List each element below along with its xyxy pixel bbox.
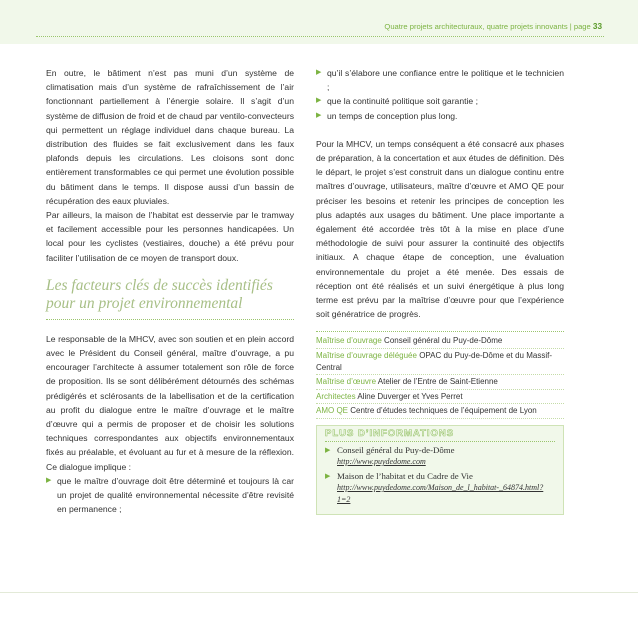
info-item-name: Conseil général du Puy-de-Dôme [337, 445, 455, 456]
credit-role: Maîtrise d’ouvrage [316, 336, 382, 346]
paragraph-tramway: Par ailleurs, la maison de l’habitat est desservie par le tramway et facilement accessible pour les personnes handicapées. Un local pour les cyclistes (vestiaires, douche) a été prévu pour faciliter l’utilisation de ce moyen de transport doux. [46, 210, 294, 263]
list-item [316, 109, 564, 123]
bullet-arrow-icon: ▶ [325, 472, 331, 481]
left-bullet-list [46, 474, 294, 517]
credit-row [316, 376, 564, 390]
running-title: Quatre projets architecturaux, quatre projets innovants [384, 22, 568, 31]
section-title [46, 277, 294, 313]
bullet-arrow-icon: ▶ [325, 446, 331, 455]
paragraph-mhcv: Pour la MHCV, un temps conséquent a été consacré aux phases de préparation, à la concertation et aux études de définition. Dès le départ, le projet s’est construit dans un dialogue continu entre maîtres d’ouvrage, utilisateurs, maître d’œuvre et AMO QE pour préciser les besoins et retenir les principes de conception les plus adaptés aux usages du bâtiment. Une place importante a également été accordée très tôt à la mise en place d’une méthodologie de suivi pour assurer la continuité des objectifs initiaux. A chaque étape de conception, une évaluation environnementale du projet a été menée. Des essais de réception ont été réalisés et un suivi énergétique à plus long terme est prévu par la maîtrise d’œuvre pour que l’expérience soit génératrice de progrès. [316, 138, 564, 320]
section-title-line-2: pour un projet environnemental [46, 294, 243, 312]
credit-value: Aline Duverger et Yves Perret [357, 391, 463, 401]
credit-role: Maîtrise d’œuvre [316, 377, 377, 387]
credit-row [316, 405, 564, 419]
credit-role: Architectes [316, 391, 356, 401]
list-item-text: qu’il s’élabore une confiance entre le politique et le technicien ; [327, 68, 564, 93]
list-item [316, 94, 564, 108]
project-credits [316, 331, 564, 419]
credit-value: Atelier de l’Entre de Saint-Etienne [377, 377, 498, 387]
right-bullet-list [316, 66, 564, 123]
section-title-line-1: Les facteurs clés de succès identifiés [46, 276, 273, 294]
bullet-arrow-icon: ▶ [316, 69, 322, 76]
info-item-name: Maison de l’habitat et du Cadre de Vie [337, 471, 473, 482]
bullet-arrow-icon: ▶ [46, 476, 52, 484]
credit-row [316, 350, 564, 375]
credit-value: Conseil général du Puy-de-Dôme [384, 336, 503, 346]
right-column [316, 66, 564, 515]
running-header [384, 22, 602, 31]
more-info-list [325, 444, 555, 506]
bullet-arrow-icon: ▶ [316, 97, 322, 105]
header-separator: | [569, 22, 572, 31]
header-rule [36, 36, 604, 37]
more-info-title: PLUS D’INFORMATIONS [325, 428, 555, 442]
more-info-box [316, 425, 564, 515]
info-link[interactable]: http://www.puydedome.com/Maison_de_l_habitat-_64874.html?1=2 [337, 483, 544, 505]
left-column [46, 66, 294, 516]
list-item-text: un temps de conception plus long. [327, 110, 458, 121]
bullet-arrow-icon: ▶ [316, 111, 322, 119]
page-label: page [573, 22, 591, 31]
spacer [316, 123, 564, 137]
footer-rule [0, 592, 638, 593]
list-item [46, 474, 294, 517]
list-item-text: que la continuité politique soit garantie ; [327, 96, 478, 107]
credit-row [316, 335, 564, 349]
credit-row [316, 391, 564, 405]
section-title-rule [46, 319, 294, 320]
list-item-text: que le maître d’ouvrage doit être déterminé et toujours là car un projet de qualité environnemental nécessite d’être revisité en permanence ; [57, 475, 294, 515]
paragraph-climatisation: En outre, le bâtiment n’est pas muni d’un système de climatisation mais d’un système de rafraîchissement de l’air fonctionnant partiellement à l’énergie solaire. Il s’agit d’un système de diffusion de froid et de chaud par ventilo-convecteurs qui permettent un réglage individuel dans chaque bureau. La distribution des fluides se fait exclusivement dans les faux plafonds depuis les circulations. Les cloisons sont donc entièrement transformables ce qui permet une évolution possible du bâtiment dans le temps. Il dispose aussi d’un bassin de récupération des eaux pluviales. [46, 68, 294, 206]
list-item [316, 66, 564, 94]
list-item [325, 444, 555, 468]
info-link[interactable]: http://www.puydedome.com [337, 457, 426, 467]
credit-role: Maîtrise d’ouvrage déléguée [316, 351, 417, 361]
paragraph-responsable: Le responsable de la MHCV, avec son soutien et en plein accord avec le Président du Conseil général, maître d’ouvrage, a pu encourager l’architecte à assumer totalement son rôle de force de proposition. Ils se sont délibérément détournés des schémas prédigérés et sclérosants de la labellisation et de la certification au profit du dialogue entre le maître d’ouvrage et le maître d’œuvre qui a permis de proposer et de choisir les solutions techniques correspondantes aux objectifs environnementaux fixés au préalable, et évoluant au fur et à mesure de la réflexion. Ce dialogue implique : [46, 333, 294, 472]
list-item [325, 470, 555, 506]
credit-role: AMO QE [316, 406, 349, 416]
credit-value: OPAC du Puy-de-Dôme et du Massif-Central [316, 351, 552, 372]
page-number: 33 [592, 22, 602, 31]
credit-value: Centre d’études techniques de l’équipement de Lyon [350, 406, 537, 416]
